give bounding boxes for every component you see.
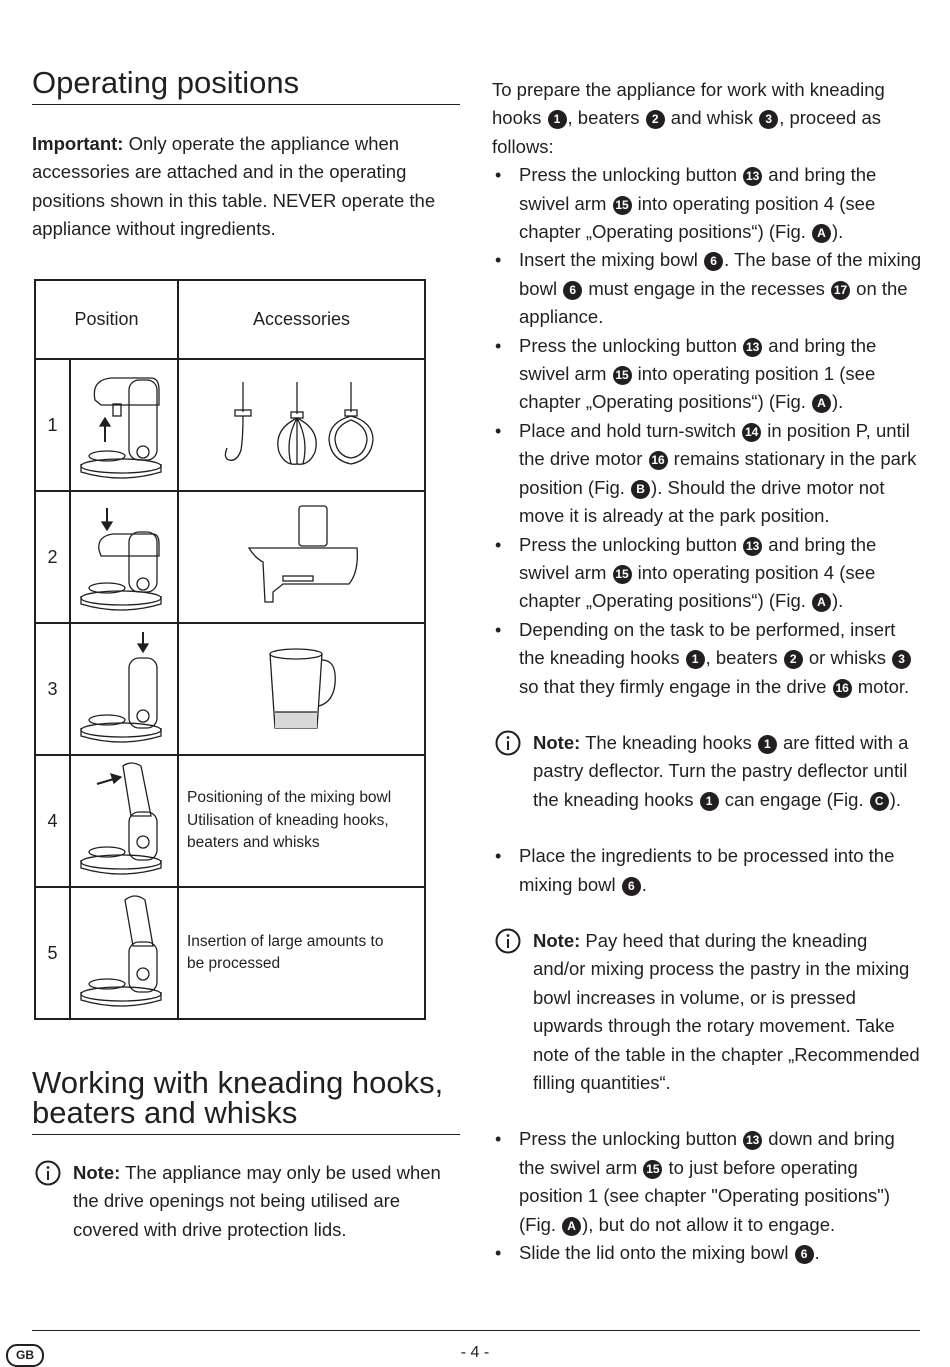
text-segment: into operating position 4 (see chapter „Operating positions“) (Fig.	[519, 192, 876, 243]
table-row	[35, 359, 425, 491]
reference-number-badge: 3	[892, 650, 911, 669]
text-segment: . The base of the mixing bowl	[519, 249, 922, 299]
reference-number-badge: C	[870, 792, 889, 811]
text-segment: or whisks	[803, 647, 892, 669]
mixer-position-2-illustration	[70, 491, 178, 623]
reference-number-badge: B	[631, 480, 650, 499]
text-segment: and bring the swivel arm	[519, 334, 877, 385]
text-segment: in position P, until the drive motor	[519, 419, 910, 470]
footer-divider	[32, 1330, 920, 1331]
text-segment: and bring the swivel arm	[519, 533, 877, 583]
reference-number-badge: 1	[758, 735, 777, 754]
title-line: Working with kneading hooks,	[32, 1065, 444, 1100]
text-segment: into operating position 4 (see chapter „Operating positions“) (Fig.	[519, 561, 876, 612]
reference-number-badge: 16	[833, 679, 852, 698]
intro-paragraph	[492, 76, 922, 161]
reference-number-badge: 13	[743, 338, 762, 357]
table-row	[35, 755, 425, 887]
position-number: 5	[35, 887, 70, 1019]
text-segment: Press the unlocking button	[519, 533, 743, 555]
important-text: Only operate the appliance when accessories are attached and in the operating positions shown in this table. NEVER operate the appliance without ingredients.	[32, 133, 436, 240]
reference-number-badge: 13	[743, 537, 762, 556]
position-number: 3	[35, 623, 70, 755]
text-segment: To prepare the appliance for work with kneading hooks	[492, 79, 885, 129]
text-segment: Insert the mixing bowl	[519, 249, 704, 271]
reference-number-badge: 15	[613, 366, 632, 385]
text-segment: Press the unlocking button	[519, 164, 743, 186]
text-segment: Place and hold turn-switch	[519, 419, 742, 441]
text-segment: , beaters	[567, 107, 645, 129]
list-item	[492, 842, 922, 899]
text-segment: to just before operating position 1 (see chapter "Operating positions") (Fig.	[519, 1156, 891, 1235]
accessories-description	[178, 887, 425, 1019]
note-label: Note:	[533, 731, 581, 753]
list-item	[492, 246, 922, 331]
reference-number-badge: 16	[649, 451, 668, 470]
text-segment: Slide the lid onto the mixing bowl	[519, 1242, 794, 1264]
text-segment: Depending on the task to be performed, insert the kneading hooks	[519, 618, 896, 669]
steps-list	[492, 842, 922, 899]
section-title-operating-positions: Operating positions	[32, 62, 460, 105]
reference-number-badge: 2	[784, 650, 803, 669]
list-item	[492, 1239, 922, 1267]
reference-number-badge: 14	[742, 423, 761, 442]
text-segment: , proceed as follows:	[492, 107, 882, 157]
text-segment: Press the unlocking button	[519, 334, 743, 356]
list-item	[492, 531, 922, 616]
list-item	[492, 332, 922, 417]
mixer-position-4-illustration	[70, 755, 178, 887]
text-segment: remains stationary in the park position (Fig.	[519, 448, 917, 498]
table-row	[35, 491, 425, 623]
important-paragraph	[32, 130, 460, 244]
accessories-text-line: Insertion of large amounts to	[187, 932, 384, 950]
accessories-text-line: beaters and whisks	[187, 834, 320, 852]
table-header-row	[35, 280, 425, 359]
reference-number-badge: 17	[831, 281, 850, 300]
text-segment: can engage (Fig.	[719, 788, 869, 810]
food-processor-attachment-illustration	[178, 491, 425, 623]
info-icon	[35, 1160, 61, 1186]
title-line: beaters and whisks	[32, 1095, 298, 1130]
text-segment: ).	[832, 590, 844, 612]
accessories-text-line: Utilisation of kneading hooks,	[187, 811, 389, 829]
text-segment: The kneading hooks	[585, 731, 757, 753]
accessories-hooks-beaters-whisk-illustration	[178, 359, 425, 491]
reference-number-badge: 1	[700, 792, 719, 811]
reference-number-badge: 15	[613, 565, 632, 584]
text-segment: on the appliance.	[519, 277, 908, 328]
reference-number-badge: 13	[743, 167, 762, 186]
reference-number-badge: 15	[613, 196, 632, 215]
list-item	[492, 616, 922, 701]
reference-number-badge: 15	[643, 1160, 662, 1179]
text-segment: Press the unlocking button	[519, 1128, 743, 1150]
note-block	[492, 729, 922, 814]
info-icon	[495, 928, 521, 954]
reference-number-badge: 2	[646, 110, 665, 129]
list-item	[492, 417, 922, 531]
text-segment: .	[814, 1242, 820, 1264]
text-segment: down and bring the swivel arm	[519, 1128, 895, 1178]
working-section	[32, 1062, 460, 1244]
table-row	[35, 623, 425, 755]
list-item	[492, 1125, 922, 1239]
text-segment: into operating position 1 (see chapter „Operating positions“) (Fig.	[519, 363, 876, 413]
page-number: - 4 -	[460, 1344, 490, 1361]
header-position: Position	[35, 280, 178, 359]
text-segment: ). Should the drive motor not move it is already at the park position.	[519, 476, 885, 527]
accessories-text-line: Positioning of the mixing bowl	[187, 789, 392, 807]
text-segment: so that they firmly engage in the drive	[519, 675, 832, 697]
note-text	[533, 930, 920, 1093]
blender-jug-illustration	[178, 623, 425, 755]
text-segment: must engage in the recesses	[583, 277, 831, 299]
position-number: 2	[35, 491, 70, 623]
text-segment: ).	[832, 391, 844, 413]
operating-positions-table	[34, 279, 426, 1020]
mixer-position-3-illustration	[70, 623, 178, 755]
text-segment: Place the ingredients to be processed into the mixing bowl	[519, 845, 895, 895]
text-segment: motor.	[852, 675, 910, 697]
text-segment: and bring the swivel arm	[519, 164, 877, 214]
header-accessories: Accessories	[178, 280, 425, 359]
mixer-position-5-illustration	[70, 887, 178, 1019]
accessories-text-line: be processed	[187, 955, 281, 972]
reference-number-badge: 6	[795, 1245, 814, 1264]
steps-list	[492, 1125, 922, 1267]
note-text: The appliance may only be used when the drive openings not being utilised are covered with drive protection lids.	[73, 1162, 441, 1240]
text-segment: ).	[889, 788, 902, 810]
text-segment: , beaters	[705, 647, 783, 669]
note-label: Note:	[533, 929, 581, 951]
steps-list	[492, 161, 922, 701]
note-label: Note:	[73, 1162, 121, 1183]
table-row	[35, 887, 425, 1019]
reference-number-badge: 3	[759, 110, 778, 129]
reference-number-badge: 13	[743, 1131, 762, 1150]
text-segment: are fitted with a pastry deflector. Turn the pastry deflector until the kneading hooks	[533, 731, 909, 810]
position-number: 1	[35, 359, 70, 491]
reference-number-badge: 6	[622, 877, 641, 896]
section-title-working-with-hooks	[32, 1062, 460, 1135]
info-icon	[495, 730, 521, 756]
list-item	[492, 161, 922, 246]
text-segment: ).	[832, 221, 844, 243]
text-segment: Pay heed that during the kneading and/or mixing process the pastry in the mixing bowl increases in volume, or is pressed upwards through the rotary movement. Take note of the table in the chapter „Recommended filling quantities“.	[533, 929, 920, 1093]
reference-number-badge: 6	[704, 252, 723, 271]
text-segment: ), but do not allow it to engage.	[582, 1213, 836, 1235]
reference-number-badge: 1	[548, 110, 567, 129]
note-block	[492, 927, 922, 1097]
note-block	[32, 1159, 460, 1244]
reference-number-badge: A	[812, 394, 831, 413]
left-column	[32, 62, 460, 1240]
important-label: Important:	[32, 133, 124, 154]
text-segment: .	[641, 873, 647, 895]
reference-number-badge: 6	[563, 281, 582, 300]
right-column	[492, 76, 922, 1267]
reference-number-badge: A	[812, 224, 831, 243]
mixer-position-1-illustration	[70, 359, 178, 491]
accessories-description	[178, 755, 425, 887]
reference-number-badge: 1	[686, 650, 705, 669]
note-text	[533, 732, 908, 810]
reference-number-badge: A	[562, 1217, 581, 1236]
country-badge: GB	[6, 1344, 44, 1367]
position-number: 4	[35, 755, 70, 887]
reference-number-badge: A	[812, 593, 831, 612]
text-segment: and whisk	[665, 107, 759, 129]
